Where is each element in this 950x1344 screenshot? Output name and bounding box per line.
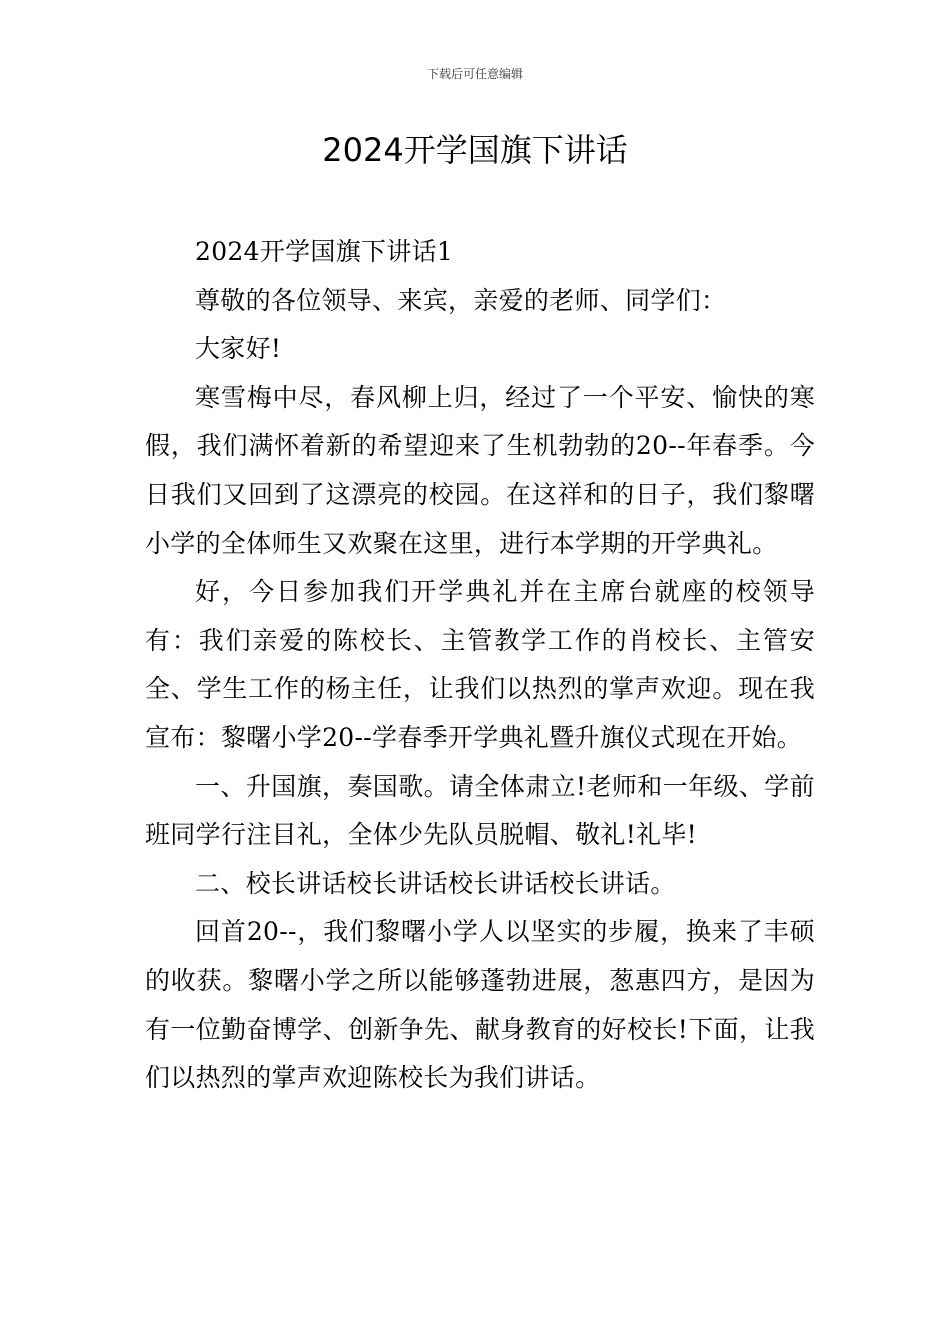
salutation-paragraph: 尊敬的各位领导、来宾，亲爱的老师、同学们： [195, 285, 727, 315]
body-paragraph: 二、校长讲话校长讲话校长讲话校长讲话。 [195, 868, 676, 898]
body-paragraph: 好，今日参加我们开学典礼并在主席台就座的校领导有：我们亲爱的陈校长、主管教学工作的肖校长、主管安全、学生工作的杨主任，让我们以热烈的掌声欢迎。现在我宣布：黎曙小学20--学春季开学典礼暨升旗仪式现在开始。 [145, 577, 815, 752]
body-paragraph: 寒雪梅中尽，春风柳上归，经过了一个平安、愉快的寒假，我们满怀着新的希望迎来了生机勃勃的20--年春季。今日我们又回到了这漂亮的校园。在这祥和的日子，我们黎曙小学的全体师生又欢聚在这里，进行本学期的开学典礼。 [145, 382, 815, 558]
greeting-paragraph: 大家好! [195, 334, 282, 364]
header-note: 下载后可任意编辑 [426, 67, 523, 81]
document-title: 2024开学国旗下讲话 [322, 131, 628, 169]
body-paragraph: 一、升国旗，奏国歌。请全体肃立!老师和一年级、学前班同学行注目礼，全体少先队员脱帽、敬礼!礼毕! [145, 771, 815, 850]
document-body [145, 228, 815, 1103]
subtitle-paragraph: 2024开学国旗下讲话1 [195, 237, 454, 266]
body-paragraph: 回首20--，我们黎曙小学人以坚实的步履，换来了丰硕的收获。黎曙小学之所以能够蓬勃进展，葱惠四方，是因为有一位勤奋博学、创新争先、献身教育的好校长!下面，让我们以热烈的掌声欢迎陈校长为我们讲话。 [145, 917, 815, 1093]
